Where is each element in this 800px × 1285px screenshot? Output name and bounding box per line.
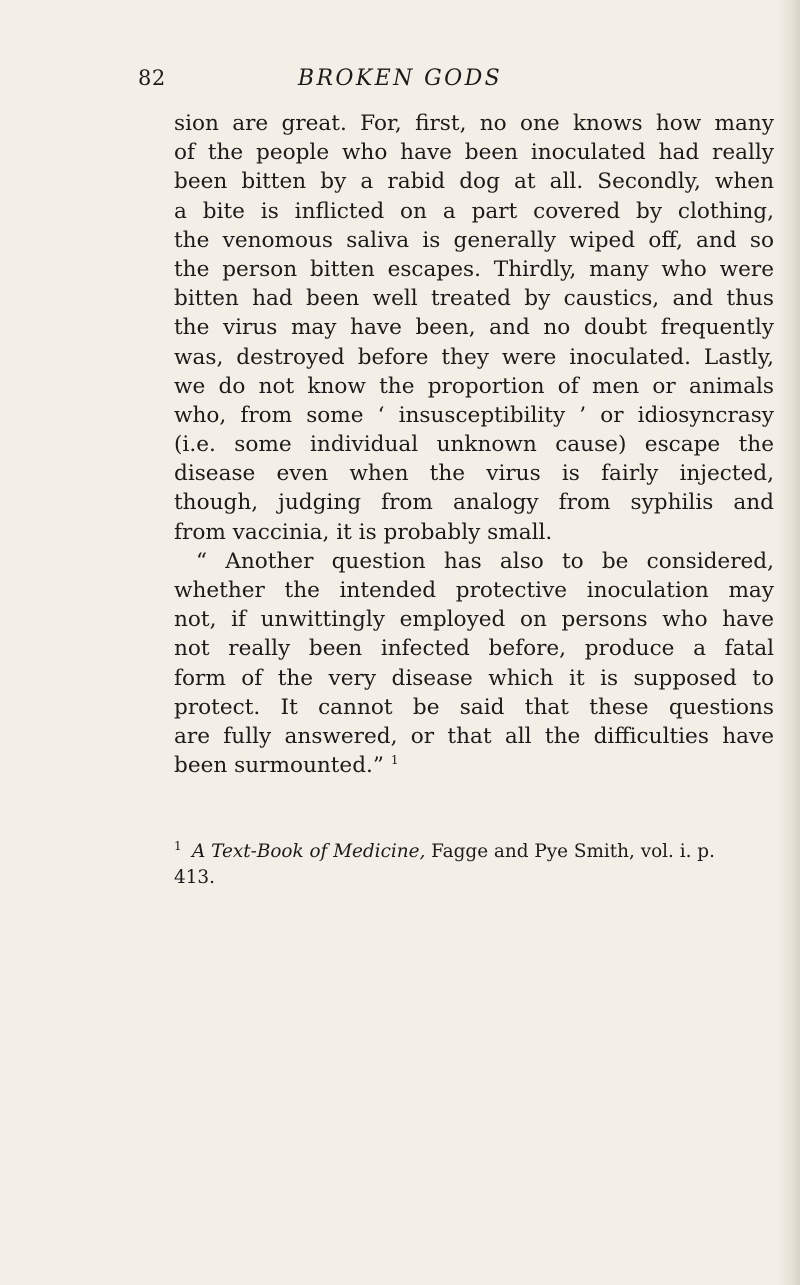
text-line: the virus may have been, and no doubt frequently (174, 315, 774, 341)
body-text (174, 109, 774, 780)
text-line: from vaccinia, it is probably small. (174, 519, 553, 545)
footnote-citation: Fagge and Pye Smith, vol. i. p. (425, 841, 715, 862)
text-line: of the people who have been inoculated had really (174, 140, 774, 166)
footnote-line (174, 865, 774, 891)
page-edge-shadow (778, 0, 800, 1285)
footnote-line: 1 A Text-Book of Medicine, Fagge and Pye Smith, vol. i. p. (174, 838, 715, 862)
text-line: a bite is inflicted on a part covered by clothing, (174, 198, 774, 224)
footnote-reference: 1 (390, 752, 399, 767)
text-line: disease even when the virus is fairly injected, (174, 461, 774, 487)
text-line: we do not know the proportion of men or animals (174, 373, 774, 399)
running-title: BROKEN GODS (297, 66, 503, 91)
text-line: whether the intended protective inoculation may (174, 578, 774, 603)
footnote-book-title: A Text-Book of Medicine, (192, 841, 426, 862)
text-line: bitten had been well treated by caustics, and thus (174, 286, 774, 312)
text-line: was, destroyed before they were inoculated. Lastly, (174, 344, 774, 370)
running-head (0, 66, 800, 106)
text-line: (i.e. some individual unknown cause) escape the (174, 432, 774, 458)
text-line: who, from some ‘ insusceptibility ’ or idiosyncrasy (174, 402, 774, 428)
text-line-final (174, 751, 774, 780)
text-line: not, if unwittingly employed on persons who have (174, 607, 774, 633)
text-line: sion are great. For, first, no one knows how many (174, 111, 774, 136)
text-line: not really been infected before, produce a fatal (174, 636, 774, 662)
text-line-final-text: been surmounted.” (174, 753, 384, 779)
text-line: been bitten by a rabid dog at all. Secondly, when (174, 169, 774, 195)
page-number: 82 (138, 66, 166, 90)
text-line: the person bitten escapes. Thirdly, many who were (174, 256, 774, 282)
text-line: form of the very disease which it is supposed to (174, 665, 774, 691)
text-line: the venomous saliva is generally wiped off, and so (174, 227, 774, 253)
text-line: are fully answered, or that all the difficulties have (174, 723, 774, 749)
footnote (174, 839, 774, 891)
text-line: “ Another question has also to be considered, (196, 548, 774, 574)
text-line: though, judging from analogy from syphilis and (174, 490, 774, 516)
footnote-citation-end: 413. (174, 867, 215, 888)
text-line: protect. It cannot be said that these questions (174, 694, 774, 720)
